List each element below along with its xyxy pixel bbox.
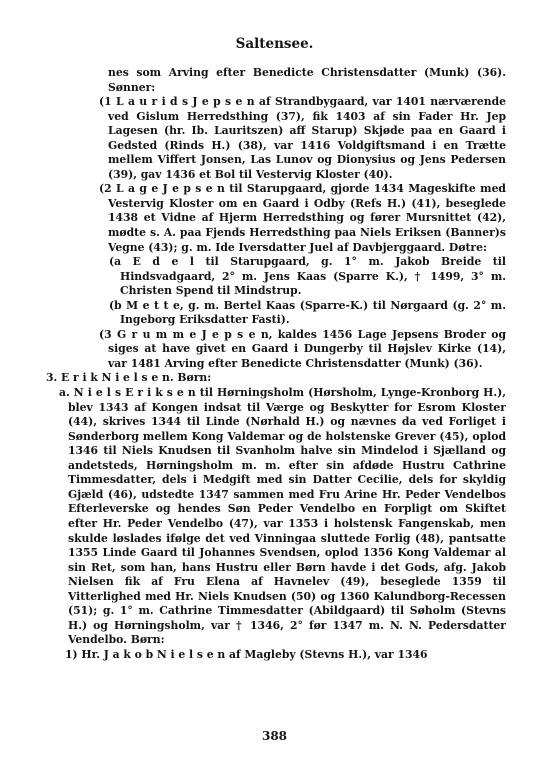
entry-laurids-jepsen: (1 L a u r i d s J e p s e n af Strandbygaard, var 1401 nærværende ved Gislum Herredsthing (37), fik 1403 af sin Fader Hr. Jep Lagesen (hr. Ib. Lauritszen) aff Starup) Skjøde paa en Gaard i Gedsted (Rinds H.) (38), var 1416 Voldgiftsmand i en Trætte mellem Viffert Jonsen, Las Lunov og Dionysius og Jens Pedersen (39), gav 1436 et Bol til Vestervig Kloster (40). <box>99 95 506 181</box>
paragraph-continuation: nes som Arving efter Benedicte Christensdatter (Munk) (36). Sønner: <box>108 66 506 94</box>
entry-niels-eriksen: a. N i e l s E r i k s e n til Hørningsholm (Hørsholm, Lynge-Kronborg H.), blev 1343 af Kongen indsat til Værge og Beskytter for Esrom Kloster (44), skrives 1344 til Linde (Nørhald H.) og nævnes da ved Forliget i Sønderborg mellem Kong Valdemar og de holstenske Grever (45), oplod 1346 til Niels Knudsen til Svanholm halve sin Mindelod i Sjælland og andetsteds, Hørningsholm m. m. efter sin afdøde Hustru Cathrine Timmesdatter, dels i Medgift med sin Datter Cecilie, dels for skyldig Gjæld (46), udstedte 1347 sammen med Fru Arine Hr. Peder Vendelbos Efterleverske og hendes Søn Peder Vendelbo en Forpligt om Skiftet efter Hr. Peder Vendelbo (47), var 1353 i holstensk Fangenskab, men skulde løslades ifølge det ved Vinningaa sluttede Forlig (48), pantsatte 1355 Linde Gaard til Johannes Svendsen, oplod 1356 Kong Valdemar al sin Ret, som han, hans Hustru eller Børn havde i det Gods, afg. Jakob Nielsen fik af Fru Elena af Havnelev (49), beseglede 1359 til Vitterlighed med Hr. Niels Knudsen (50) og 1360 Kalundborg-Recessen (51); g. 1° m. Cathrine Timmesdatter (Abildgaard) til Søholm (Stevns H.) og Hørningsholm, var † 1346, 2° før 1347 m. N. N. Pedersdatter Vendelbo. Børn: <box>59 386 506 647</box>
entry-grumme-jepsen: (3 G r u m m e J e p s e n, kaldes 1456 Lage Jepsens Broder og siges at have givet en Gaard i Dungerby til Højslev Kirke (14), var 1481 Arving efter Benedicte Christensdatter (Munk) (36). <box>99 327 506 370</box>
entry-edel: (a E d e l til Starupgaard, g. 1° m. Jakob Breide til Hindsvadgaard, 2° m. Jens Kaas (Sparre K.), † 1499, 3° m. Christen Spend til Mindstrup. <box>109 255 506 298</box>
page-number: 388 <box>261 729 288 743</box>
running-header: Saltensee. <box>235 36 314 52</box>
section-erik-nielsen: 3. E r i k N i e l s e n. Børn: <box>46 371 212 385</box>
page-body <box>46 66 506 662</box>
entry-mette: (b M e t t e, g. m. Bertel Kaas (Sparre-K.) til Nørgaard (g. 2° m. Ingeborg Eriksdatter Fasti). <box>109 298 506 327</box>
entry-jakob-nielsen: 1) Hr. J a k o b N i e l s e n af Magleby (Stevns H.), var 1346 <box>65 647 428 661</box>
entry-lage-jepsen: (2 L a g e J e p s e n til Starupgaard, gjorde 1434 Mageskifte med Vestervig Kloster om en Gaard i Odby (Refs H.) (41), beseglede 1438 et Vidne af Hjerm Herredsthing og fører Mursnittet (42), mødte s. A. paa Fjends Herredsthing paa Niels Eriksen (Banner)s Vegne (43); g. m. Ide Iversdatter Juel af Davbjerggaard. Døtre: <box>99 182 506 254</box>
